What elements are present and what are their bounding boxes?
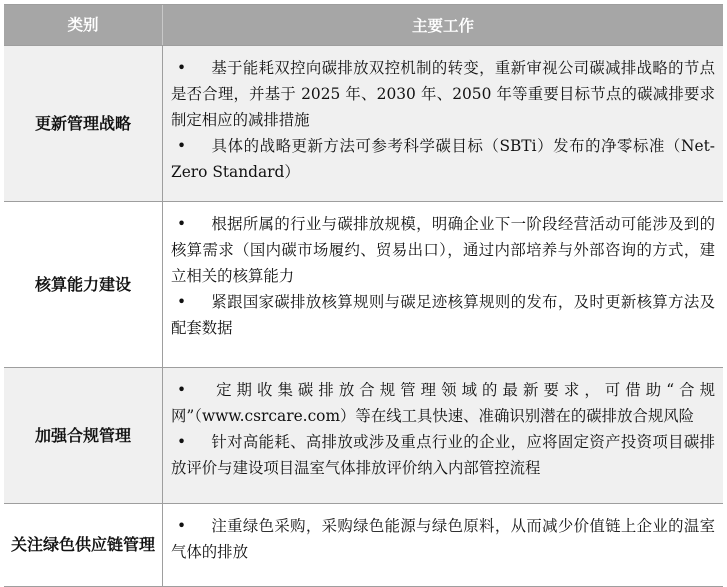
bullet-icon: • [177, 215, 187, 233]
row-work [163, 202, 723, 367]
row-work [163, 368, 723, 503]
bullet-icon: • [177, 517, 187, 535]
table-row [4, 202, 723, 368]
list-item [171, 289, 715, 341]
list-item [171, 211, 715, 289]
list-item-text: 注重绿色采购，采购绿色能源与绿色原料，从而减少价值链上企业的温室气体的排放 [171, 517, 715, 561]
list-item-text: 紧跟国家碳排放核算规则与碳足迹核算规则的发布，及时更新核算方法及配套数据 [171, 293, 715, 337]
list-item-text: 基于能耗双控向碳排放双控机制的转变，重新审视公司碳减排战略的节点是否合理，并基于 2025 年、2030 年、2050 年等重要目标节点的碳减排要求制定相应的减排措施 [171, 59, 715, 129]
list-item-text: 针对高能耗、高排放或涉及重点行业的企业，应将固定资产投资项目碳排放评价与建设项目温室气体排放评价纳入内部管控流程 [171, 433, 715, 477]
list-item [171, 55, 715, 133]
list-item [171, 377, 715, 429]
bullet-icon: • [177, 433, 187, 451]
work-table [4, 4, 723, 587]
table-row [4, 368, 723, 504]
list-item [171, 513, 715, 565]
row-category: 关注绿色供应链管理 [4, 504, 163, 586]
list-item-text: 根据所属的行业与碳排放规模，明确企业下一阶段经营活动可能涉及到的核算需求（国内碳市场履约、贸易出口），通过内部培养与外部咨询的方式，建立相关的核算能力 [171, 215, 715, 285]
table-row [4, 46, 723, 202]
row-work [163, 46, 723, 201]
bullet-icon: • [177, 137, 187, 155]
row-category: 核算能力建设 [4, 202, 163, 367]
list-item-text: 定期收集碳排放合规管理领域的最新要求，可借助“合规网”（www.csrcare.com）等在线工具快速、准确识别潜在的碳排放合规风险 [171, 381, 715, 425]
bullet-icon: • [177, 293, 187, 311]
row-work [163, 504, 723, 586]
list-item [171, 429, 715, 481]
list-item [171, 133, 715, 185]
table-row [4, 504, 723, 587]
row-category: 更新管理战略 [4, 46, 163, 201]
header-main-work: 主要工作 [411, 17, 474, 35]
bullet-icon: • [177, 59, 187, 77]
row-category: 加强合规管理 [4, 368, 163, 503]
bullet-icon: • [177, 381, 187, 399]
list-item-text: 具体的战略更新方法可参考科学碳目标（SBTi）发布的净零标准（Net-Zero Standard） [171, 137, 715, 181]
table-header-row [4, 5, 723, 46]
header-category: 类别 [4, 5, 163, 45]
